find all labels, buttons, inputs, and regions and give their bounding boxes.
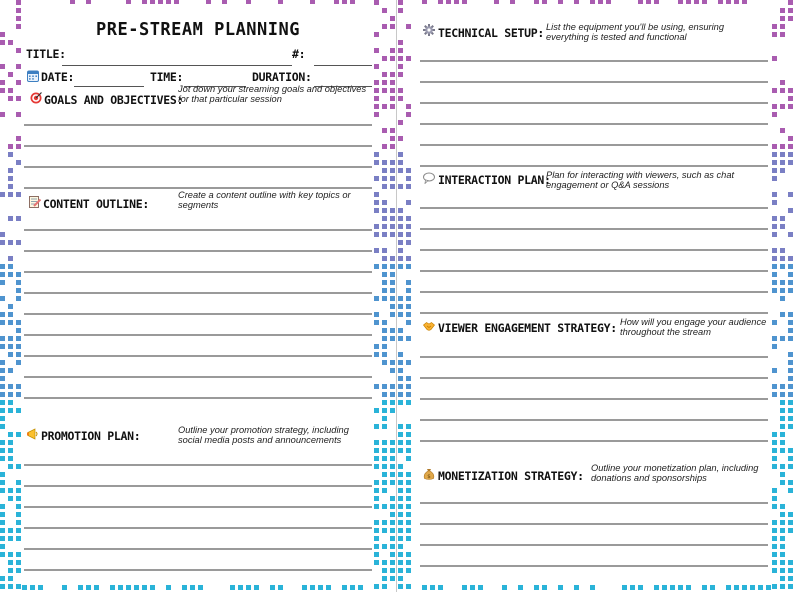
writing-line[interactable] (420, 165, 768, 167)
writing-line[interactable] (420, 565, 768, 567)
interaction-plan-description: Plan for interacting with viewers, such as chat engagement or Q&A sessions (546, 170, 735, 190)
writing-line[interactable] (420, 544, 768, 546)
writing-line[interactable] (420, 440, 768, 442)
promotion-description: Outline your promotion strategy, including social media posts and announcements (178, 425, 349, 445)
writing-line[interactable] (24, 124, 372, 126)
writing-line[interactable] (24, 187, 372, 189)
viewer-engagement-label: VIEWER ENGAGEMENT STRATEGY: (438, 321, 617, 335)
monetization-label: MONETIZATION STRATEGY: (438, 469, 584, 483)
writing-line[interactable] (24, 527, 372, 529)
writing-line[interactable] (420, 123, 768, 125)
writing-line[interactable] (420, 419, 768, 421)
speech-bubble-icon (423, 172, 435, 184)
title-label: TITLE: (26, 47, 66, 61)
interaction-plan-label: INTERACTION PLAN: (438, 173, 551, 187)
writing-line[interactable] (24, 569, 372, 571)
date-label: DATE: (41, 70, 75, 84)
writing-line[interactable] (420, 144, 768, 146)
writing-line[interactable] (24, 229, 372, 231)
title-field[interactable] (62, 65, 292, 66)
content-outline-description: Create a content outline with key topics or segments (178, 190, 351, 210)
writing-line[interactable] (420, 356, 768, 358)
target-icon (30, 92, 42, 104)
time-label: TIME: (150, 70, 184, 84)
number-label: #: (292, 47, 306, 61)
monetization-description: Outline your monetization plan, including donations and sponsorships (591, 463, 759, 483)
writing-line[interactable] (24, 485, 372, 487)
calendar-icon (27, 70, 39, 82)
writing-line[interactable] (24, 250, 372, 252)
writing-line[interactable] (24, 548, 372, 550)
writing-line[interactable] (24, 292, 372, 294)
megaphone-icon (27, 428, 39, 440)
writing-line[interactable] (420, 523, 768, 525)
date-field[interactable] (74, 86, 144, 87)
writing-line[interactable] (420, 502, 768, 504)
writing-line[interactable] (420, 60, 768, 62)
memo-icon (29, 196, 41, 208)
writing-line[interactable] (420, 312, 768, 314)
writing-line[interactable] (24, 506, 372, 508)
gear-icon (423, 24, 435, 36)
writing-line[interactable] (24, 334, 372, 336)
writing-line[interactable] (420, 81, 768, 83)
writing-line[interactable] (420, 398, 768, 400)
page-title: PRE-STREAM PLANNING (96, 19, 300, 41)
money-bag-icon (423, 468, 435, 480)
left-page (22, 4, 374, 584)
writing-line[interactable] (24, 355, 372, 357)
technical-setup-description: List the equipment you'll be using, ensuring everything is tested and functional (546, 22, 725, 42)
writing-line[interactable] (420, 270, 768, 272)
writing-line[interactable] (420, 102, 768, 104)
writing-line[interactable] (24, 271, 372, 273)
writing-line[interactable] (24, 376, 372, 378)
number-field[interactable] (314, 65, 372, 66)
writing-line[interactable] (24, 397, 372, 399)
writing-line[interactable] (420, 377, 768, 379)
goals-label: GOALS AND OBJECTIVES: (44, 93, 184, 107)
page-divider (396, 0, 397, 592)
writing-line[interactable] (24, 166, 372, 168)
writing-line[interactable] (420, 249, 768, 251)
viewer-engagement-description: How will you engage your audience throughout the stream (620, 317, 767, 337)
content-outline-label: CONTENT OUTLINE: (43, 197, 149, 211)
right-page (418, 4, 770, 584)
writing-line[interactable] (420, 291, 768, 293)
duration-label: DURATION: (252, 70, 312, 84)
writing-line[interactable] (24, 145, 372, 147)
handshake-icon (423, 320, 435, 332)
goals-description: Jot down your streaming goals and objectives for that particular session (178, 84, 367, 104)
promotion-label: PROMOTION PLAN: (41, 429, 141, 443)
writing-line[interactable] (24, 313, 372, 315)
writing-line[interactable] (420, 228, 768, 230)
writing-line[interactable] (24, 464, 372, 466)
writing-line[interactable] (420, 207, 768, 209)
technical-setup-label: TECHNICAL SETUP: (438, 26, 544, 40)
svg-text:$: $ (427, 473, 431, 480)
